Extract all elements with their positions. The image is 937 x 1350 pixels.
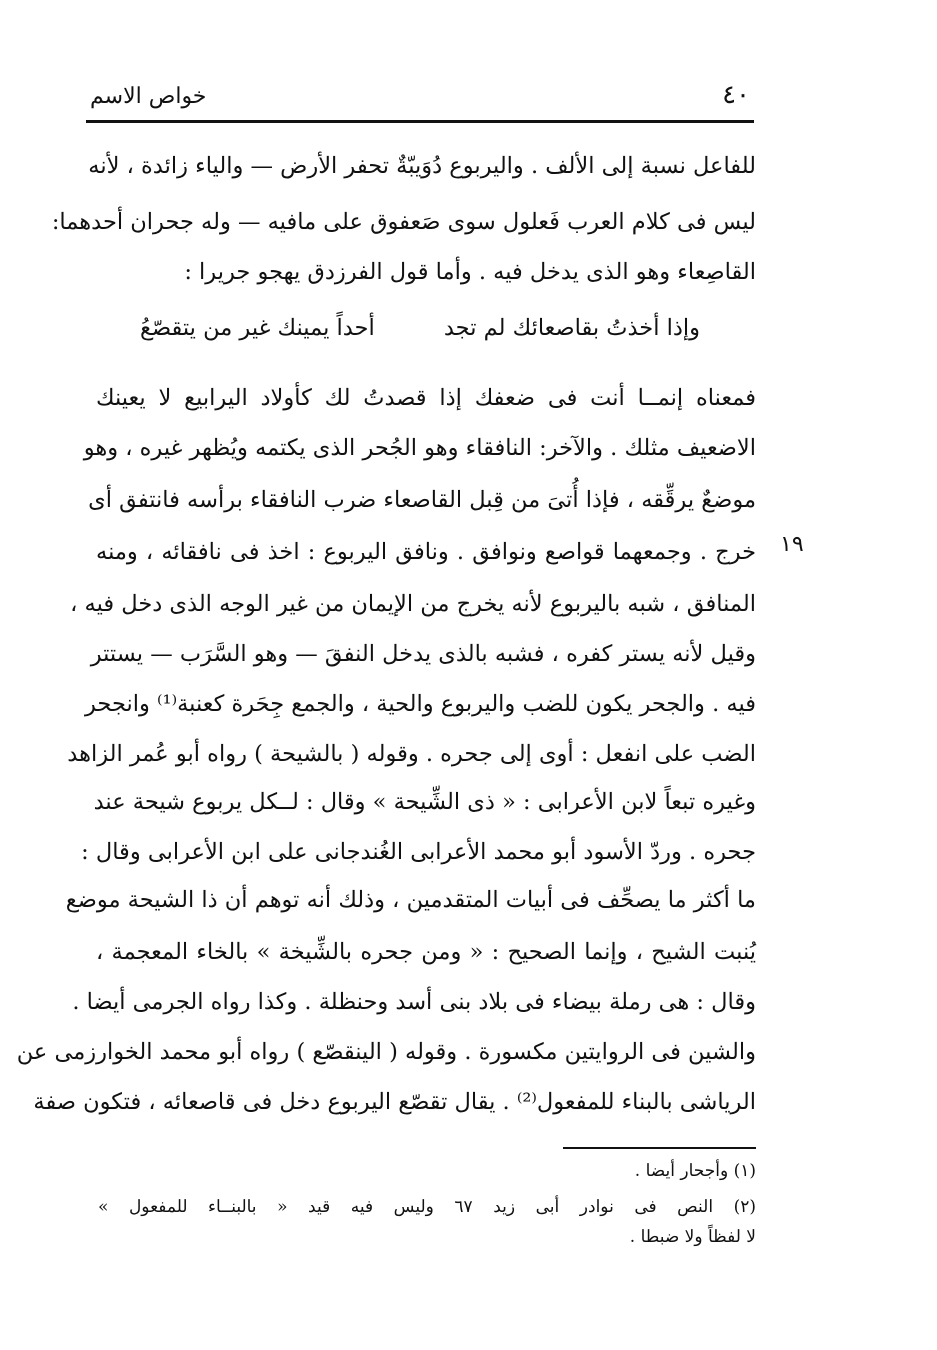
footnote-2: (٢) النص فى نوادر أبى زيد ٦٧ وليس فيه قيد « بالبنــاء للمفعول » xyxy=(98,1197,756,1217)
text-line: وغيره تبعاً لابن الأعرابى : « ذى الشِّيحة » وقال : لــكل يربوع شيحة عند xyxy=(93,789,756,815)
page-number: ٤٠ xyxy=(722,80,750,110)
text-line: فيه . والجحر يكون للضب واليربوع والحية ، والجمع جِحَرة كعنبة⁽¹⁾ وانجحر xyxy=(85,691,756,717)
text-line: فمعناه إنمــا أنت فى ضعفك إذا قصدتُ لك كأولاد اليرابيع لا يعينك xyxy=(96,385,756,411)
text-line: يُنبت الشيح ، وإنما الصحيح : « ومن جحره بالشِّيخة » بالخاء المعجمة ، xyxy=(96,939,756,965)
text-line: وقيل لأنه يستر كفره ، فشبه بالذى يدخل النفقَ — وهو السَّرَب — يستتر xyxy=(90,641,756,667)
header-rule xyxy=(86,120,754,123)
footnote-rule xyxy=(563,1147,756,1149)
text-line: جحره . وردّ الأسود أبو محمد الأعرابى الغُندجانى على ابن الأعرابى وقال : xyxy=(81,839,756,865)
margin-line-number: ١٩ xyxy=(780,532,804,557)
footnote-1: (١) وأجحار أيضا . xyxy=(634,1161,756,1181)
text-line: والشين فى الروايتين مكسورة . وقوله ( الينقصّع ) رواه أبو محمد الخوارزمى عن xyxy=(16,1039,756,1065)
text-line: ليس فى كلام العرب فَعلول سوى صَعفوق على مافيه — وله جحران أحدهما: xyxy=(51,209,756,235)
text-line: المنافق ، شبه باليربوع لأنه يخرج من الإيمان من غير الوجه الذى دخل فيه ، xyxy=(70,591,756,617)
text-line: خرج . وجمعهما قواصع ونوافق . ونافق اليربوع : اخذ فى نافقائه ، ومنه xyxy=(96,539,756,565)
verse-hemistich-1: وإذا أخذتُ بقاصعائك لم تجد xyxy=(443,315,700,341)
footnote-2-continued: لا لفظاً ولا ضبطا . xyxy=(629,1227,756,1247)
text-line: ما أكثر ما يصحِّف فى أبيات المتقدمين ، وذلك أنه توهم أن ذا الشيحة موضع xyxy=(65,887,756,913)
text-line: الاضعيف مثلك . والآخر: النافقاء وهو الجُحر الذى يكتمه ويُظهر غيره ، وهو xyxy=(83,435,756,461)
verse-hemistich-2: أحداً يمينك غير من يتقصّعُ xyxy=(140,315,375,341)
page-header xyxy=(90,78,750,118)
text-line: الرياشى بالبناء للمفعول⁽²⁾ . يقال تقصّع اليربوع دخل فى قاصعائه ، فتكون صفة xyxy=(33,1089,756,1115)
text-line: الضب على انفعل : أوى إلى جحره . وقوله ( بالشيحة ) رواه أبو عُمر الزاهد xyxy=(67,741,756,767)
text-line: للفاعل نسبة إلى الألف . واليربوع دُوَيبّةٌ تحفر الأرض — والياء زائدة ، لأنه xyxy=(88,153,756,179)
text-line: وقال : هى رملة بيضاء فى بلاد بنى أسد وحنظلة . وكذا رواه الجرمى أيضا . xyxy=(72,989,756,1015)
poem-verse xyxy=(140,308,700,348)
text-line: القاصِعاء وهو الذى يدخل فيه . وأما قول الفرزدق يهجو جريرا : xyxy=(184,259,756,285)
text-line: موضعٌ يرقِّقه ، فإذا أُتىَ من قِبل القاصعاء ضرب النافقاء برأسه فانتفق أى xyxy=(88,487,756,513)
running-title: خواص الاسم xyxy=(90,84,207,109)
